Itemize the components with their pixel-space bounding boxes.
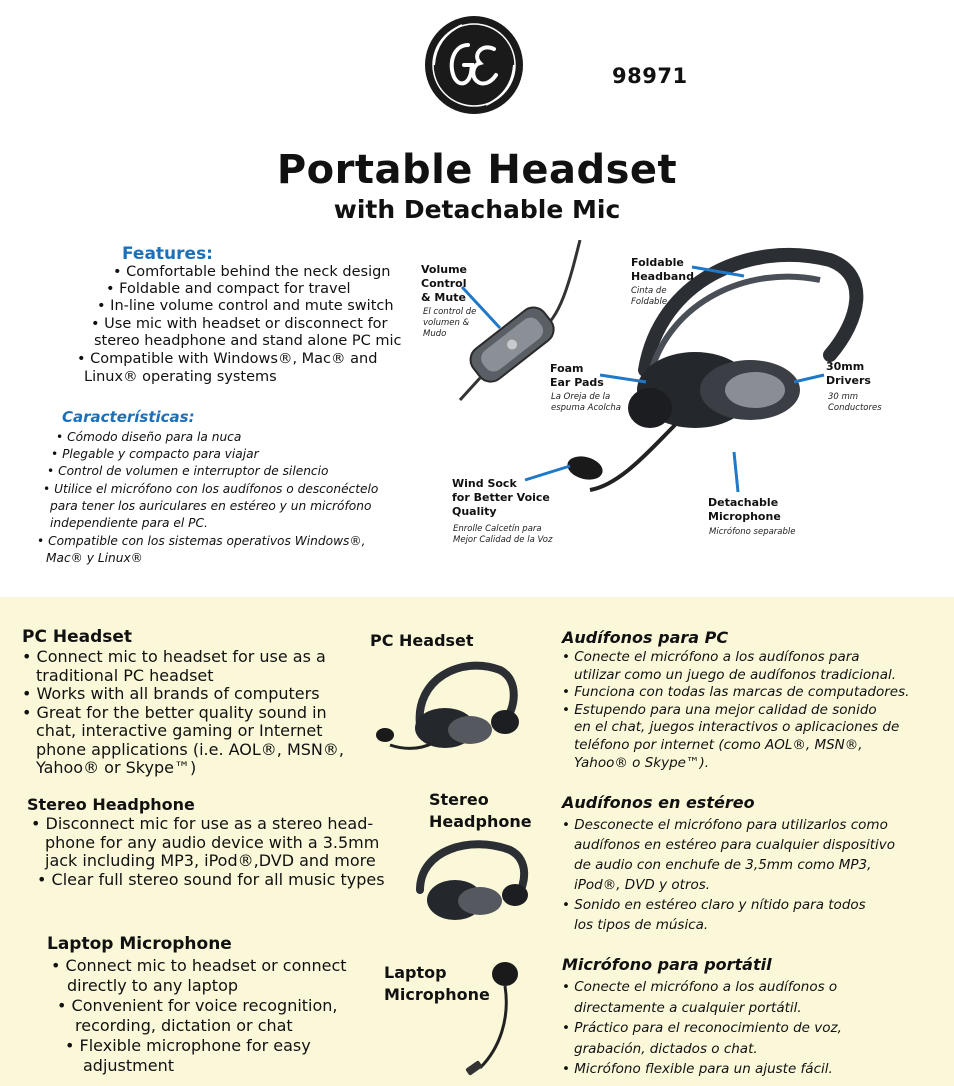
caracteristica-line: • Plegable y compacto para viajar bbox=[51, 447, 259, 461]
callout-volume-es: El control de volumen & Mudo bbox=[423, 307, 477, 339]
pc-headset-heading: PC Headset bbox=[22, 627, 133, 647]
es-laptop-heading: Micrófono para portátil bbox=[562, 955, 772, 974]
caracteristica-line: Mac® y Linux® bbox=[46, 551, 143, 565]
caracteristica-line: • Control de volumen e interruptor de silencio bbox=[47, 464, 329, 478]
callout-headband-es: Cinta de Foldable bbox=[631, 286, 668, 307]
callout-headband: Foldable Headband bbox=[631, 256, 694, 283]
laptop-image-label: Laptop Microphone bbox=[384, 963, 490, 1004]
callout-mic: Detachable Microphone bbox=[708, 496, 781, 523]
caracteristica-line: • Compatible con los sistemas operativos Windows®, bbox=[37, 534, 366, 548]
callout-drivers-es: 30 mm Conductores bbox=[828, 392, 882, 413]
caracteristica-line: independiente para el PC. bbox=[50, 516, 208, 530]
feature-line: • In-line volume control and mute switch bbox=[97, 298, 394, 314]
feature-line: Linux® operating systems bbox=[84, 369, 277, 385]
caracteristica-line: • Utilice el micrófono con los audífonos o desconéctelo bbox=[43, 482, 379, 496]
es-stereo-heading: Audífonos en estéreo bbox=[562, 793, 755, 812]
feature-line: • Foldable and compact for travel bbox=[106, 281, 351, 297]
features-heading: Features: bbox=[122, 244, 213, 264]
callout-volume: Volume Control & Mute bbox=[421, 263, 467, 304]
model-number: 98971 bbox=[612, 64, 688, 88]
es-laptop-list: • Conecte el micrófono a los audífonos o directamente a cualquier portátil. • Práctico para el reconocimiento de voz, grabación, dictados o chat. • Micrófono flexible para un ajuste fácil. bbox=[562, 979, 842, 1077]
caracteristica-line: para tener los auriculares en estéreo y un micrófono bbox=[50, 499, 372, 513]
callout-drivers: 30mm Drivers bbox=[826, 360, 871, 387]
feature-line: • Compatible with Windows®, Mac® and bbox=[77, 351, 378, 367]
page-title: Portable Headset bbox=[276, 147, 678, 193]
page-subtitle: with Detachable Mic bbox=[333, 195, 621, 224]
pc-headset-image-label: PC Headset bbox=[370, 631, 474, 650]
es-pc-list: • Conecte el micrófono a los audífonos para utilizar como un juego de audífonos tradicional. • Funciona con todas las marcas de computadores. • Estupendo para una mejor calidad de sonido en el chat, juegos interactivos o aplicaciones de teléfono por internet (como AOL®, MSN®, Yahoo® o Skype™). bbox=[562, 649, 910, 771]
callout-windsock: Wind Sock for Better Voice Quality bbox=[452, 477, 550, 518]
laptop-microphone-image bbox=[440, 958, 530, 1080]
stereo-list: • Disconnect mic for use as a stereo head- phone for any audio device with a 3.5mm jack including MP3, iPod®,DVD and more • Clear full stereo sound for all music types bbox=[31, 814, 385, 889]
feature-line: • Use mic with headset or disconnect for bbox=[91, 316, 388, 332]
stereo-heading: Stereo Headphone bbox=[27, 795, 195, 814]
caracteristicas-heading: Características: bbox=[62, 408, 195, 426]
es-pc-heading: Audífonos para PC bbox=[562, 628, 729, 647]
stereo-image-label: Stereo Headphone bbox=[429, 790, 532, 831]
callout-earpads-es: La Oreja de la espuma Acolcha bbox=[551, 392, 621, 413]
caracteristica-line: • Cómodo diseño para la nuca bbox=[56, 430, 242, 444]
laptop-list: • Connect mic to headset or connect directly to any laptop • Convenient for voice recognition, recording, dictation or chat • Flexible microphone for easy adjustment bbox=[51, 956, 347, 1075]
callout-mic-es: Micrófono separable bbox=[709, 527, 796, 537]
laptop-heading: Laptop Microphone bbox=[47, 934, 232, 954]
ge-logo bbox=[424, 15, 524, 115]
feature-line: stereo headphone and stand alone PC mic bbox=[94, 333, 402, 349]
es-stereo-list: • Desconecte el micrófono para utilizarlos como audífonos en estéreo para cualquier dispositivo de audio con enchufe de 3,5mm como MP3, iPod®, DVD y otros. • Sonido en estéreo claro y nítido para todos los tipos de música. bbox=[562, 817, 896, 933]
pc-headset-image bbox=[370, 650, 530, 760]
pc-headset-list: • Connect mic to headset for use as a traditional PC headset • Works with all brands of computers • Great for the better quality sound in chat, interactive gaming or Internet phone applications (i.e. AOL®, MSN®, Yahoo® or Skype™) bbox=[22, 647, 344, 777]
stereo-headphone-image bbox=[410, 835, 535, 930]
callout-earpads: Foam Ear Pads bbox=[550, 362, 604, 389]
callout-windsock-es: Enrolle Calcetín para Mejor Calidad de la Voz bbox=[453, 524, 553, 545]
feature-line: • Comfortable behind the neck design bbox=[113, 264, 391, 280]
